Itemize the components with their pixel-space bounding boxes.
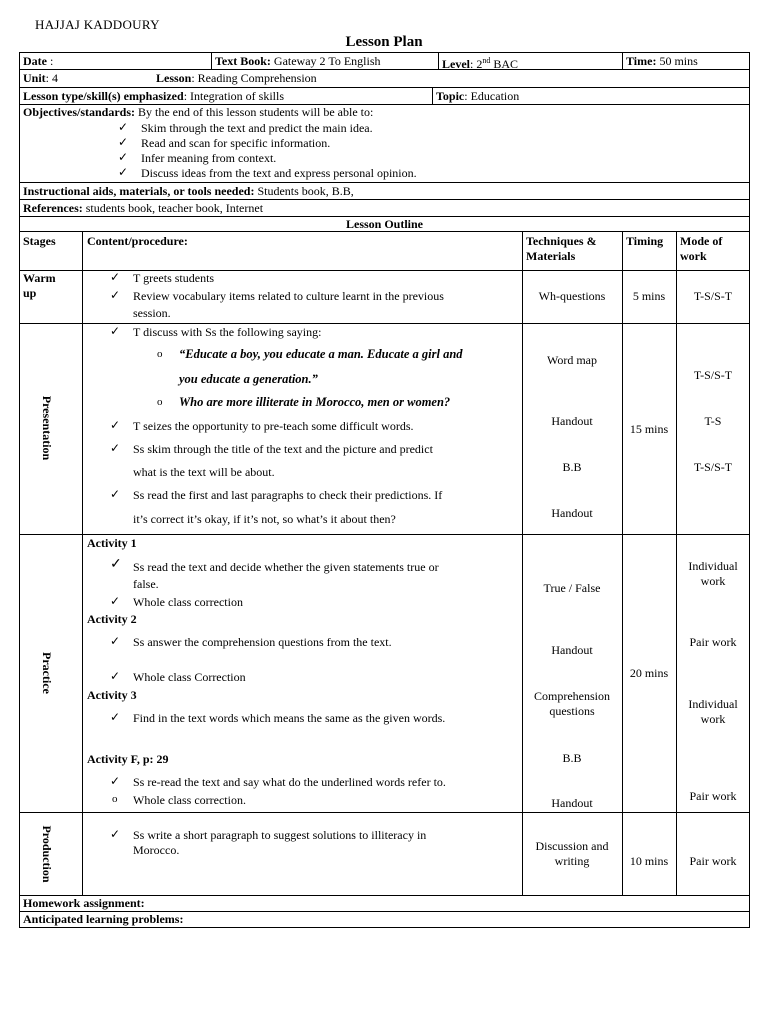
saying-quote: “Educate a boy, you educate a man. Educate a girl and [179,347,463,361]
practice-technique: Handout [551,796,593,810]
presentation-item-cont: it’s correct it’s okay, if it’s not, so what’s it about then? [133,512,396,526]
col-content: Content/procedure: [87,234,188,248]
unit-field: Unit: 4 [23,71,59,85]
warmup-item: T greets students [133,271,215,285]
practice-item-cont: false. [133,577,159,591]
warmup-item: Review vocabulary items related to culture learnt in the previous [133,289,444,303]
presentation-mode: T-S [704,414,722,428]
practice-item: Whole class correction [133,595,243,609]
objective-item: Skim through the text and predict the main idea. [141,121,373,135]
warmup-timing: 5 mins [632,289,666,303]
circle-bullet-icon: o [112,793,118,805]
check-icon [110,487,120,501]
activity-f-title: Activity F, p: 29 [87,752,169,766]
presentation-technique: Handout [551,506,593,520]
presentation-item-cont: what is the text will be about. [133,465,275,479]
check-icon [110,324,120,338]
textbook-field: Text Book: Gateway 2 To English [215,54,381,68]
presentation-item: T seizes the opportunity to pre-teach some difficult words. [133,419,414,433]
check-icon [110,774,120,788]
practice-technique: B.B [562,751,582,765]
col-mode-2: work [680,249,707,263]
presentation-mode: T-S/S-T [693,460,733,474]
practice-timing: 20 mins [629,666,669,680]
activity-3-title: Activity 3 [87,688,137,702]
activity-1-title: Activity 1 [87,536,137,550]
check-icon [118,120,128,134]
lesson-type-field: Lesson type/skill(s) emphasized: Integration of skills [23,89,285,103]
practice-technique: Handout [551,643,593,657]
practice-mode-cont: work [700,712,726,726]
time-field: Time: 50 mins [626,54,698,68]
stage-practice: Practice [40,652,54,694]
production-item-cont: Morocco. [133,843,180,857]
practice-technique: True / False [543,581,601,595]
check-icon [118,150,128,164]
check-icon [110,669,120,683]
warmup-technique: Wh-questions [538,289,606,303]
objectives-heading: Objectives/standards: By the end of this lesson students will be able to: [23,105,374,119]
presentation-technique: Handout [551,414,593,428]
check-icon [118,165,128,179]
check-icon [110,441,120,455]
practice-item: Whole class Correction [133,670,246,684]
activity-2-title: Activity 2 [87,612,137,626]
check-icon [110,634,120,648]
practice-mode: Individual [688,697,738,711]
presentation-item: T discuss with Ss the following saying: [133,325,322,339]
warmup-mode: T-S/S-T [693,289,733,303]
col-timing: Timing [626,234,664,248]
practice-item: Find in the text words which means the same as the given words. [133,711,446,725]
col-techniques: Techniques & [526,234,597,248]
practice-technique-cont: questions [549,704,595,718]
col-techniques-2: Materials [526,249,576,263]
presentation-technique: Word map [546,353,598,367]
production-technique: Discussion and [535,839,609,853]
production-item: Ss write a short paragraph to suggest solutions to illiteracy in [133,828,427,842]
stage-warmup: Warm [23,271,56,285]
objective-item: Read and scan for specific information. [141,136,331,150]
author-name: HAJJAJ KADDOURY [35,17,160,32]
practice-item: Whole class correction. [133,793,246,807]
aids-field: Instructional aids, materials, or tools needed: Students book, B.B, [23,184,354,198]
level-field: Level: 2nd BAC [442,56,519,71]
practice-mode: Pair work [689,789,737,803]
check-icon [110,288,120,302]
lesson-field: Lesson: Reading Comprehension [156,71,317,85]
references-field: References: students book, teacher book, Internet [23,201,264,215]
circle-bullet-icon: o [157,348,163,360]
col-mode: Mode of [680,234,723,248]
practice-mode-cont: work [700,574,726,588]
circle-bullet-icon: o [157,396,163,408]
check-icon [110,710,120,724]
production-mode: Pair work [689,854,737,868]
check-icon [110,558,122,572]
practice-technique: Comprehension [534,689,610,703]
stage-presentation: Presentation [40,395,54,461]
presentation-item: Ss skim through the title of the text and the picture and predict [133,442,433,456]
discussion-question: Who are more illiterate in Morocco, men or women? [179,395,451,409]
check-icon [110,827,120,841]
objective-item: Discuss ideas from the text and express personal opinion. [141,166,417,180]
practice-mode: Individual [688,559,738,573]
problems-label: Anticipated learning problems: [23,912,184,926]
check-icon [110,270,120,284]
objective-item: Infer meaning from context. [141,151,277,165]
practice-item: Ss re-read the text and say what do the underlined words refer to. [133,775,446,789]
presentation-timing: 15 mins [629,422,669,436]
check-icon [118,135,128,149]
production-technique-cont: writing [554,854,590,868]
saying-quote-2: you educate a generation.” [179,372,318,386]
practice-item: Ss answer the comprehension questions from the text. [133,635,392,649]
stage-production: Production [40,825,54,883]
practice-mode: Pair work [689,635,737,649]
presentation-item: Ss read the first and last paragraphs to check their predictions. If [133,488,443,502]
date-field: Date : [23,54,54,68]
production-timing: 10 mins [629,854,669,868]
topic-field: Topic: Education [436,89,520,103]
stage-warmup-2: up [23,286,37,300]
warmup-item: session. [133,306,171,320]
outline-title: Lesson Outline [345,217,423,231]
page-title: Lesson Plan [345,34,423,50]
presentation-mode: T-S/S-T [693,368,733,382]
presentation-technique: B.B [562,460,582,474]
check-icon [110,594,120,608]
col-stages: Stages [23,234,56,248]
homework-label: Homework assignment: [23,896,145,910]
check-icon [110,418,120,432]
practice-item: Ss read the text and decide whether the given statements true or [133,560,439,574]
